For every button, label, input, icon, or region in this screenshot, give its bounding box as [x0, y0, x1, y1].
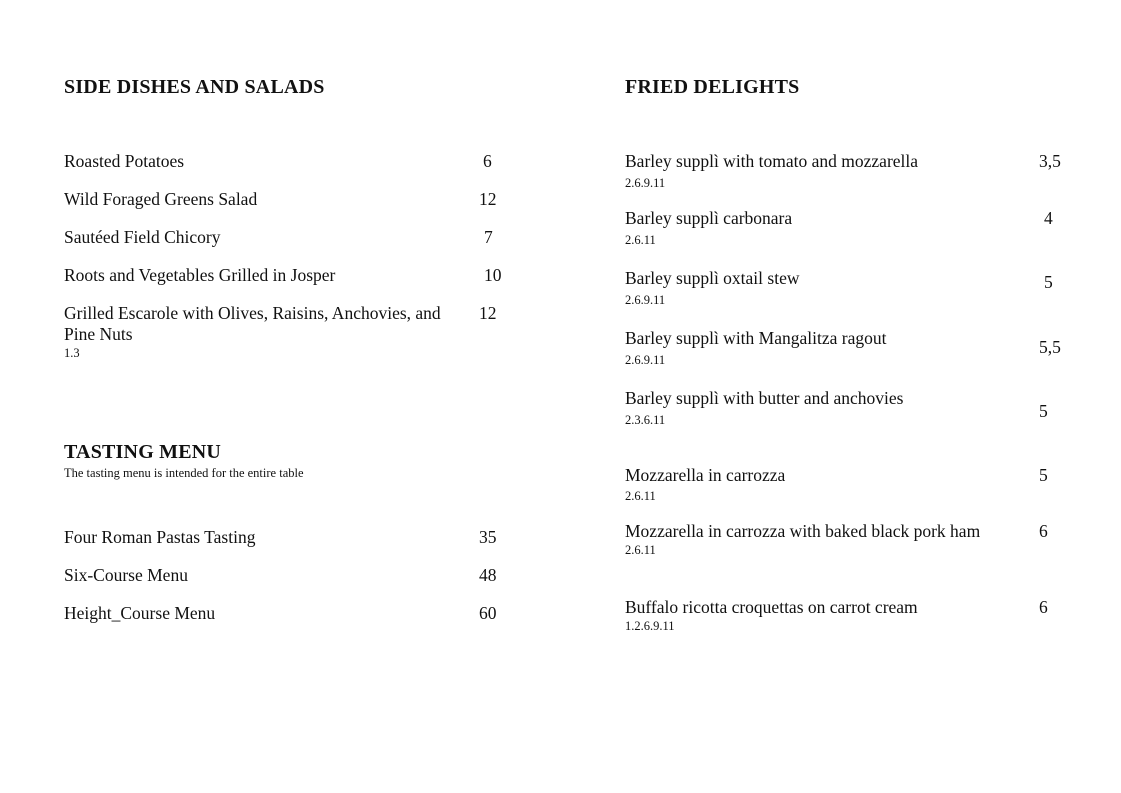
fried-item-name: Barley supplì with tomato and mozzarella [625, 151, 919, 171]
side-dish-price: 6 [483, 151, 492, 171]
side-dish-price: 12 [479, 303, 497, 323]
tasting-menu-heading: TASTING MENU [64, 441, 222, 463]
side-dish-name: Roasted Potatoes [64, 151, 185, 171]
fried-item-price: 3,5 [1039, 151, 1061, 171]
side-dish-name: Grilled Escarole with Olives, Raisins, Anchovies, and Pine Nuts [64, 303, 441, 344]
fried-item-allergens: 2.6.9.11 [625, 176, 666, 190]
fried-item-price: 5 [1039, 465, 1048, 485]
fried-item-name: Barley supplì with butter and anchovies [625, 388, 904, 408]
tasting-menu-note: The tasting menu is intended for the entire table [64, 466, 304, 480]
side-dishes-heading: SIDE DISHES AND SALADS [64, 76, 325, 98]
fried-delights-heading: FRIED DELIGHTS [625, 76, 800, 98]
side-dish-price: 7 [484, 227, 493, 247]
tasting-menu-name: Six-Course Menu [64, 565, 188, 585]
fried-item-allergens: 2.6.11 [625, 489, 656, 503]
side-dish-name: Wild Foraged Greens Salad [64, 189, 258, 209]
fried-item-name: Buffalo ricotta croquettas on carrot cream [625, 597, 918, 617]
tasting-menu-name: Four Roman Pastas Tasting [64, 527, 256, 547]
fried-item-name: Mozzarella in carrozza [625, 465, 786, 485]
fried-item-name: Barley supplì oxtail stew [625, 268, 800, 288]
fried-item-allergens: 2.6.11 [625, 233, 656, 247]
tasting-menu-name: Height_Course Menu [64, 603, 216, 623]
fried-item-allergens: 2.3.6.11 [625, 413, 666, 427]
tasting-menu-price: 60 [479, 603, 497, 623]
fried-item-allergens: 2.6.11 [625, 543, 656, 557]
fried-item-allergens: 1.2.6.9.11 [625, 619, 675, 633]
side-dish-price: 12 [479, 189, 497, 209]
tasting-menu-price: 48 [479, 565, 497, 585]
side-dish-price: 10 [484, 265, 502, 285]
fried-item-price: 4 [1044, 208, 1053, 228]
fried-item-name: Barley supplì carbonara [625, 208, 793, 228]
side-dish-name: Sautéed Field Chicory [64, 227, 221, 247]
fried-item-allergens: 2.6.9.11 [625, 293, 666, 307]
side-dish-name: Roots and Vegetables Grilled in Josper [64, 265, 336, 285]
side-dish-allergens: 1.3 [64, 346, 80, 360]
fried-item-name: Barley supplì with Mangalitza ragout [625, 328, 887, 348]
fried-item-price: 6 [1039, 597, 1048, 617]
fried-item-price: 6 [1039, 521, 1048, 541]
fried-item-name: Mozzarella in carrozza with baked black pork ham [625, 521, 981, 541]
fried-item-price: 5 [1039, 401, 1048, 421]
tasting-menu-price: 35 [479, 527, 497, 547]
fried-item-allergens: 2.6.9.11 [625, 353, 666, 367]
fried-item-price: 5 [1044, 272, 1053, 292]
fried-item-price: 5,5 [1039, 337, 1061, 357]
